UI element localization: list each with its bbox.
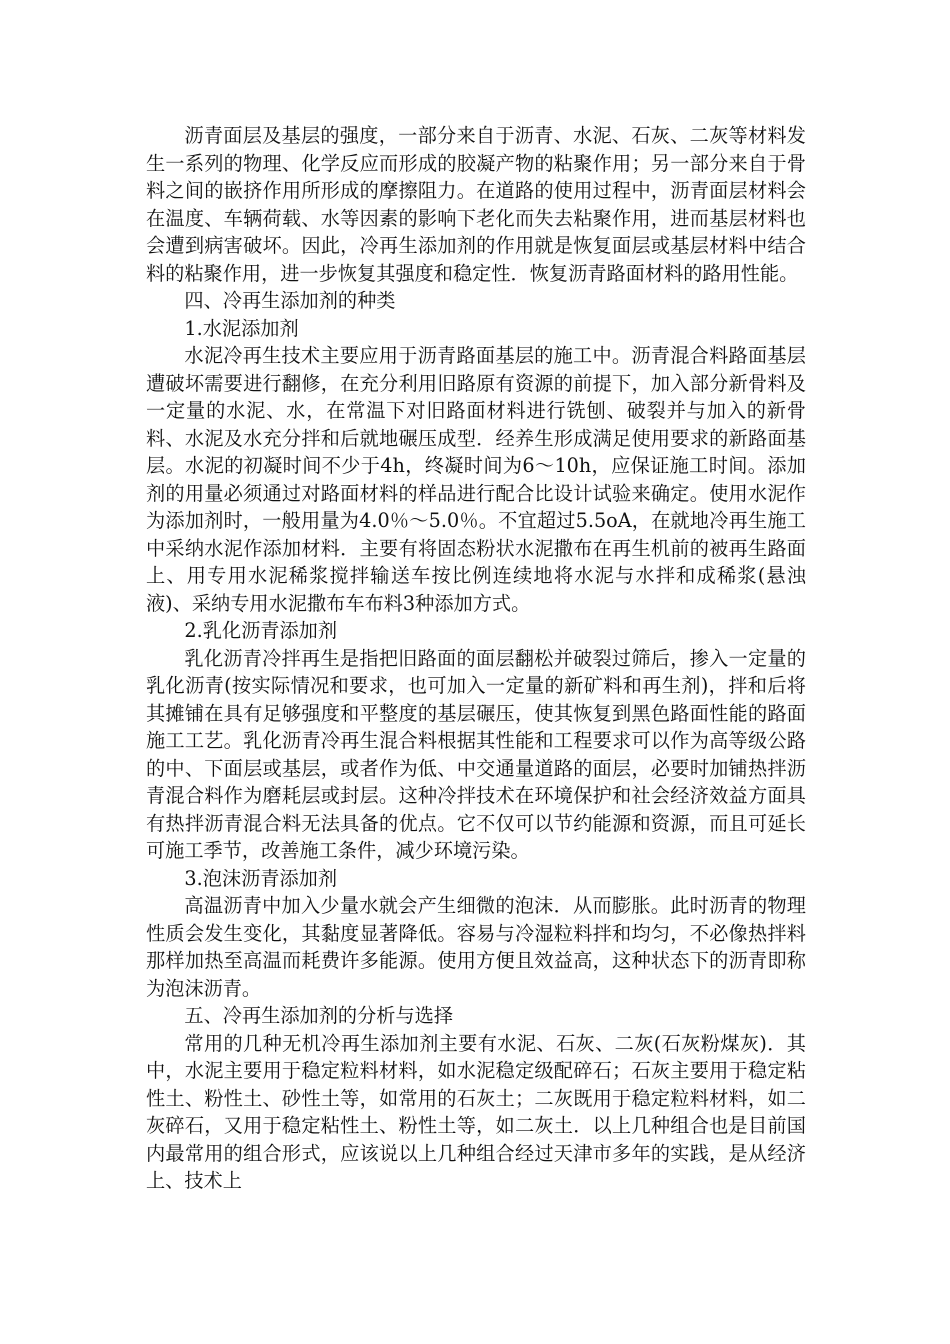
document-body (146, 122, 806, 1195)
subheading-cement: 1.水泥添加剂 (184, 316, 299, 340)
section-heading-analysis: 五、冷再生添加剂的分析与选择 (184, 1004, 454, 1027)
subheading-foam-asphalt: 3.泡沫沥青添加剂 (184, 866, 338, 890)
paragraph-emulsified-asphalt: 乳化沥青冷拌再生是指把旧路面的面层翻松并破裂过筛后，掺入一定量的乳化沥青(按实际情况和要求，也可加入一定量的新矿料和再生剂)，拌和后将其摊铺在具有足够强度和平整度的基层碾压，使其恢复到黑色路面性能的路面施工工艺。乳化沥青冷再生混合料根据其性能和工程要求可以作为高等级公路的中、下面层或基层，或者作为低、中交通量道路的面层，必要时加铺热拌沥青混合料作为磨耗层或封层。这种冷拌技术在环境保护和社会经济效益方面具有热拌沥青混合料无法具备的优点。它不仅可以节约能源和资源，而且可延长可施工季节，改善施工条件，减少环境污染。 (146, 646, 806, 862)
paragraph-foam-asphalt: 高温沥青中加入少量水就会产生细微的泡沫．从而膨胀。此时沥青的物理性质会发生变化，其黏度显著降低。容易与冷湿粒料拌和均匀，不必像热拌料那样加热至高温而耗费许多能源。使用方便且效益高，这种状态下的沥青即称为泡沫沥青。 (146, 894, 806, 1000)
paragraph-analysis: 常用的几种无机冷再生添加剂主要有水泥、石灰、二灰(石灰粉煤灰)．其中，水泥主要用于稳定粒料材料，如水泥稳定级配碎石；石灰主要用于稳定粘性土、粉性土、砂性土等，如常用的石灰土；二灰既用于稳定粒料材料，如二灰碎石，又用于稳定粘性土、粉性土等，如二灰土．以上几种组合也是目前国内最常用的组合形式，应该说以上几种组合经过天津市多年的实践，是从经济上、技术上 (146, 1031, 806, 1192)
subheading-emulsified-asphalt: 2.乳化沥青添加剂 (184, 619, 338, 642)
section-heading-types: 四、冷再生添加剂的种类 (184, 289, 396, 312)
paragraph-strength-intro: 沥青面层及基层的强度，一部分来自于沥青、水泥、石灰、二灰等材料发生一系列的物理、化学反应而形成的胶凝产物的粘聚作用；另一部分来自于骨料之间的嵌挤作用所形成的摩擦阻力。在道路的使用过程中，沥青面层材料会在温度、车辆荷载、水等因素的影响下老化而失去粘聚作用，进而基层材料也会遭到病害破坏。因此，冷再生添加剂的作用就是恢复面层或基层材料中结合料的粘聚作用，进一步恢复其强度和稳定性．恢复沥青路面材料的路用性能。 (146, 124, 806, 285)
paragraph-cement: 水泥冷再生技术主要应用于沥青路面基层的施工中。沥青混合料路面基层遭破坏需要进行翻修，在充分利用旧路原有资源的前提下，加入部分新骨料及一定量的水泥、水，在常温下对旧路面材料进行铣刨、破裂并与加入的新骨料、水泥及水充分拌和后就地碾压成型．经养生形成满足使用要求的新路面基层。水泥的初凝时间不少于4h，终凝时间为6～10h，应保证施工时间。添加剂的用量必须通过对路面材料的样品进行配合比设计试验来确定。使用水泥作为添加剂时，一般用量为4.0％～5.0％。不宜超过5.5oA，在就地冷再生施工中采纳水泥作添加材料．主要有将固态粉状水泥撒布在再生机前的被再生路面上、用专用水泥稀浆搅拌输送车按比例连续地将水泥与水拌和成稀浆(悬浊液)、采纳专用水泥撒布车布料3种添加方式。 (146, 344, 806, 615)
